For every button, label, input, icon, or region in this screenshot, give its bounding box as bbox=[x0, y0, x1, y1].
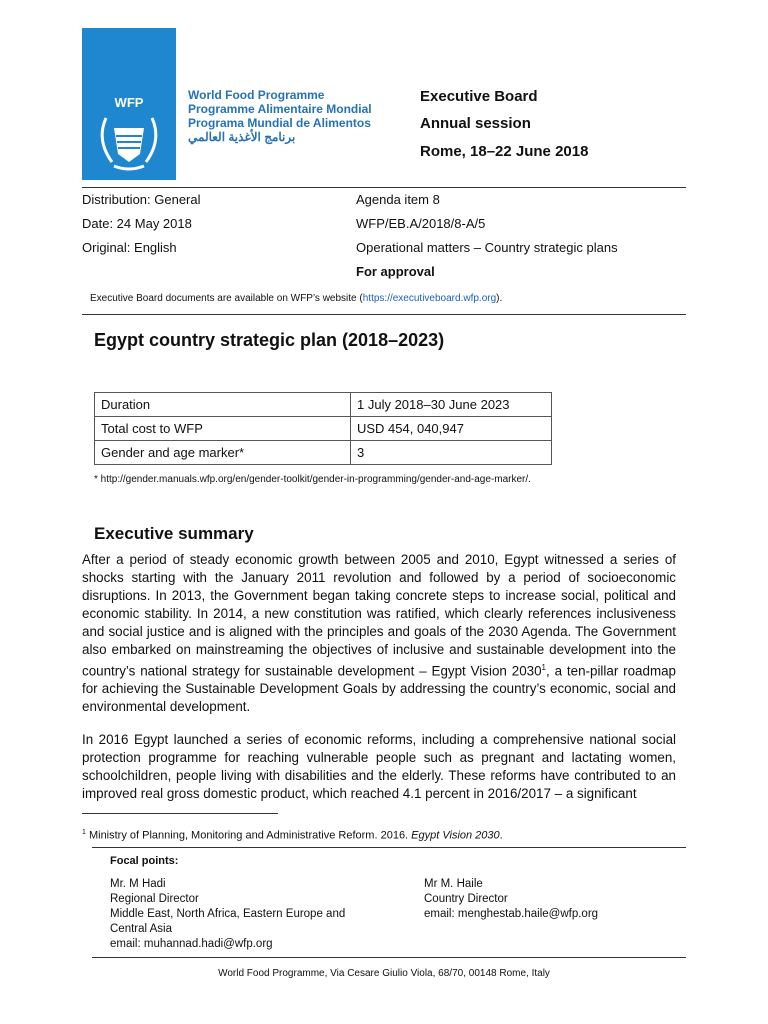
footnote-ref[interactable]: 1 bbox=[541, 663, 546, 672]
logo-name-ar: برنامج الأغذية العالمي bbox=[188, 130, 296, 144]
table-footnote: * http://gender.manuals.wfp.org/en/gender-toolkit/gender-in-programming/gender-and-age-marker/. bbox=[94, 474, 531, 485]
board-location: Rome, 18–22 June 2018 bbox=[420, 143, 589, 160]
table-row bbox=[95, 417, 552, 441]
approval: For approval bbox=[356, 264, 435, 279]
p1-text-end: , a ten-pillar roadmap for achieving the Sustainable Development Goals by addressing the country’s economic, social and environmental development. bbox=[82, 663, 677, 715]
row-value: 1 July 2018–30 June 2023 bbox=[351, 393, 552, 417]
divider bbox=[92, 847, 686, 848]
footnote-end: . bbox=[499, 829, 503, 842]
focal-role: Country Director bbox=[424, 893, 508, 905]
distribution: Distribution: General bbox=[82, 192, 201, 207]
footnote-number: 1 bbox=[82, 829, 86, 836]
note-prefix: Executive Board documents are available on WFP’s website ( bbox=[90, 293, 363, 304]
document-symbol: WFP/EB.A/2018/8-A/5 bbox=[356, 216, 486, 231]
focal-email[interactable]: email: menghestab.haile@wfp.org bbox=[424, 908, 599, 920]
focal-email[interactable]: email: muhannad.hadi@wfp.org bbox=[110, 938, 273, 950]
website-link[interactable]: https://executiveboard.wfp.org bbox=[362, 293, 497, 304]
website-note bbox=[90, 293, 502, 304]
document-title: Egypt country strategic plan (2018–2023) bbox=[94, 330, 445, 350]
divider bbox=[82, 314, 686, 315]
footnote bbox=[82, 829, 503, 842]
date: Date: 24 May 2018 bbox=[82, 216, 192, 231]
plan-summary-table bbox=[94, 392, 552, 465]
focal-point-left bbox=[110, 877, 345, 952]
focal-region-cont: Central Asia bbox=[110, 923, 173, 935]
section-heading: Executive summary bbox=[94, 524, 254, 543]
summary-paragraph-1 bbox=[82, 551, 676, 716]
focal-region: Middle East, North Africa, Eastern Europe and bbox=[110, 908, 346, 920]
footnote-separator bbox=[82, 813, 278, 814]
focal-name: Mr M. Haile bbox=[424, 878, 483, 890]
matter: Operational matters – Country strategic plans bbox=[356, 240, 618, 255]
row-value: 3 bbox=[351, 441, 552, 465]
divider bbox=[92, 957, 686, 958]
p1-text: After a period of steady economic growth between 2005 and 2010, Egypt witnessed a series of shocks starting with the January 2011 revolution and followed by a period of socioeconomic disruptions. In 2013, the Government began taking concrete steps to increase social, political and economic stability. In 2014, a new constitution was ratified, which clearly references inclusiveness and social justice and is aligned with the principles and goals of the 2030 Agenda. The Government also embarked on mainstreaming the objectives of inclusive and sustainable development into the country’s national strategy for sustainable development – Egypt Vision 2030 bbox=[82, 552, 676, 679]
laurel-emblem-icon bbox=[94, 110, 164, 172]
row-label: Gender and age marker* bbox=[95, 441, 351, 465]
board-session: Annual session bbox=[420, 115, 531, 132]
note-suffix: ). bbox=[496, 293, 503, 304]
original-language: Original: English bbox=[82, 240, 177, 255]
logo-name-en: World Food Programme bbox=[188, 88, 325, 102]
row-label: Duration bbox=[95, 393, 351, 417]
board-title: Executive Board bbox=[420, 88, 538, 105]
footer-address: World Food Programme, Via Cesare Giulio Viola, 68/70, 00148 Rome, Italy bbox=[218, 968, 550, 979]
focal-role: Regional Director bbox=[110, 893, 199, 905]
table-row bbox=[95, 393, 552, 417]
focal-point-right bbox=[424, 877, 598, 922]
table-row bbox=[95, 441, 552, 465]
footnote-text: Ministry of Planning, Monitoring and Administrative Reform. 2016. bbox=[85, 829, 412, 842]
row-value: USD 454, 040,947 bbox=[351, 417, 552, 441]
focal-heading: Focal points: bbox=[110, 855, 179, 867]
row-label: Total cost to WFP bbox=[95, 417, 351, 441]
divider bbox=[82, 187, 686, 188]
wfp-logo bbox=[82, 28, 176, 180]
summary-paragraph-2: In 2016 Egypt launched a series of economic reforms, including a comprehensive national social protection programme for reaching vulnerable people such as pregnant and lactating women, schoolchildren, people living with disabilities and the elderly. These reforms have contributed to an improved real gross domestic product, which reached 4.1 percent in 2016/2017 – a significant bbox=[82, 732, 676, 801]
focal-name: Mr. M Hadi bbox=[110, 878, 166, 890]
logo-names bbox=[188, 88, 372, 144]
logo-acronym: WFP bbox=[114, 95, 144, 110]
logo-name-es: Programa Mundial de Alimentos bbox=[188, 116, 371, 130]
logo-name-fr: Programme Alimentaire Mondial bbox=[188, 102, 372, 116]
agenda-item: Agenda item 8 bbox=[356, 192, 440, 207]
footnote-title: Egypt Vision 2030 bbox=[411, 829, 500, 842]
